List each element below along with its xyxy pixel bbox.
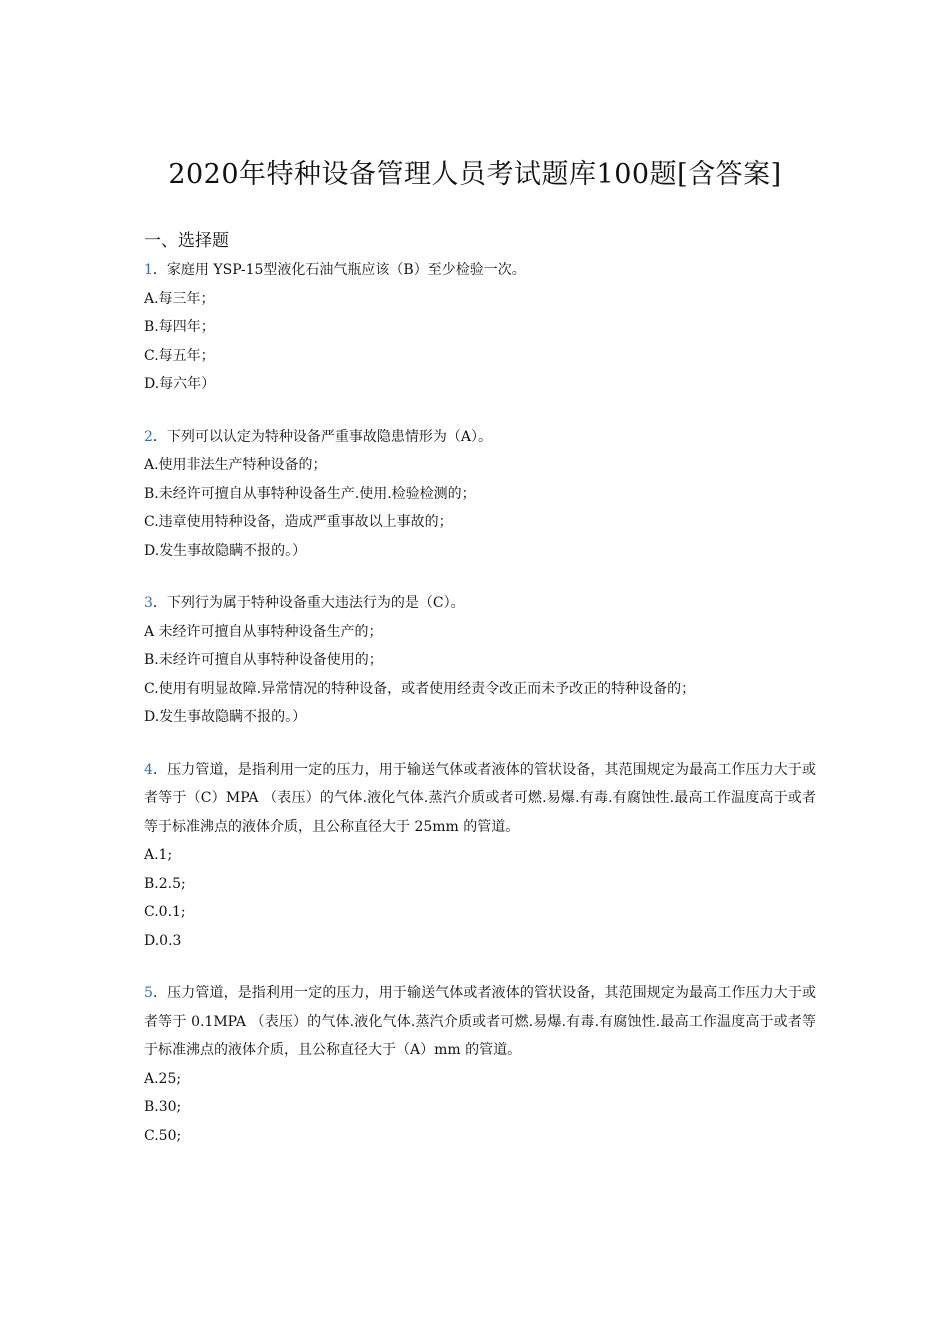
option: D.发生事故隐瞒不报的。） — [144, 709, 307, 725]
question-text: ．压力管道，是指利用一定的压力，用于输送气体或者液体的管状设备，其范围规定为最高工作压力大于或者等于 0.1MPA （表压）的气体.液化气体.蒸汽介质或者可燃.易爆.有毒.有腐蚀性.最高工作温度高于或者等于标准沸点的液体介质，且公称直径大于（A）mm 的管道。 — [144, 985, 816, 1058]
question-number: 2 — [144, 428, 153, 445]
question-2 — [144, 423, 816, 566]
question-stem — [144, 756, 816, 842]
option: B.2.5; — [144, 875, 186, 892]
question-number: 5 — [144, 985, 153, 1001]
question-1 — [144, 256, 816, 399]
option: D.发生事故隐瞒不报的。） — [144, 542, 307, 559]
option: B.未经许可擅自从事特种设备生产.使用.检验检测的； — [144, 485, 476, 502]
question-number: 1 — [144, 262, 153, 278]
option: A.1; — [144, 847, 173, 863]
question-list — [144, 228, 816, 1174]
question-text: ．下列行为属于特种设备重大违法行为的是（C）。 — [152, 595, 465, 611]
option: C.每五年； — [144, 347, 215, 364]
option: A.25; — [144, 1070, 182, 1087]
option: B.每四年； — [144, 319, 215, 335]
option: C.50; — [144, 1127, 182, 1144]
option: B.30; — [144, 1099, 182, 1115]
option: A.使用非法生产特种设备的； — [144, 457, 327, 473]
option: A.每三年； — [144, 290, 215, 307]
question-3 — [144, 589, 816, 732]
page-title: 2020年特种设备管理人员考试题库100题[含答案] — [168, 159, 782, 190]
question-stem — [144, 256, 816, 285]
question-text: ．下列可以认定为特种设备严重事故隐患情形为（A）。 — [152, 428, 493, 445]
option: C.使用有明显故障.异常情况的特种设备，或者使用经责令改正而未予改正的特种设备的； — [144, 680, 696, 697]
question-number: 4 — [144, 761, 153, 778]
option: C.0.1; — [144, 904, 186, 920]
question-stem — [144, 589, 816, 618]
option: B.未经许可擅自从事特种设备使用的； — [144, 652, 383, 668]
option: A 未经许可擅自从事特种设备生产的； — [144, 623, 383, 640]
question-text: ．家庭用 YSP-15型液化石油气瓶应该（B）至少检验一次。 — [152, 262, 526, 278]
question-number: 3 — [144, 595, 153, 611]
section-heading: 一、选择题 — [144, 231, 229, 251]
option: D.0.3 — [144, 932, 182, 949]
question-text: ．压力管道，是指利用一定的压力，用于输送气体或者液体的管状设备，其范围规定为最高工作压力大于或者等于（C）MPA （表压）的气体.液化气体.蒸汽介质或者可燃.易爆.有毒.有腐蚀性.最高工作温度高于或者等于标准沸点的液体介质，且公称直径大于 25mm 的管道。 — [144, 761, 816, 835]
question-stem — [144, 979, 816, 1065]
option: C.违章使用特种设备，造成严重事故以上事故的； — [144, 514, 453, 530]
question-4 — [144, 756, 816, 956]
question-stem — [144, 423, 816, 452]
option: D.每六年） — [144, 376, 216, 392]
question-5 — [144, 979, 816, 1150]
